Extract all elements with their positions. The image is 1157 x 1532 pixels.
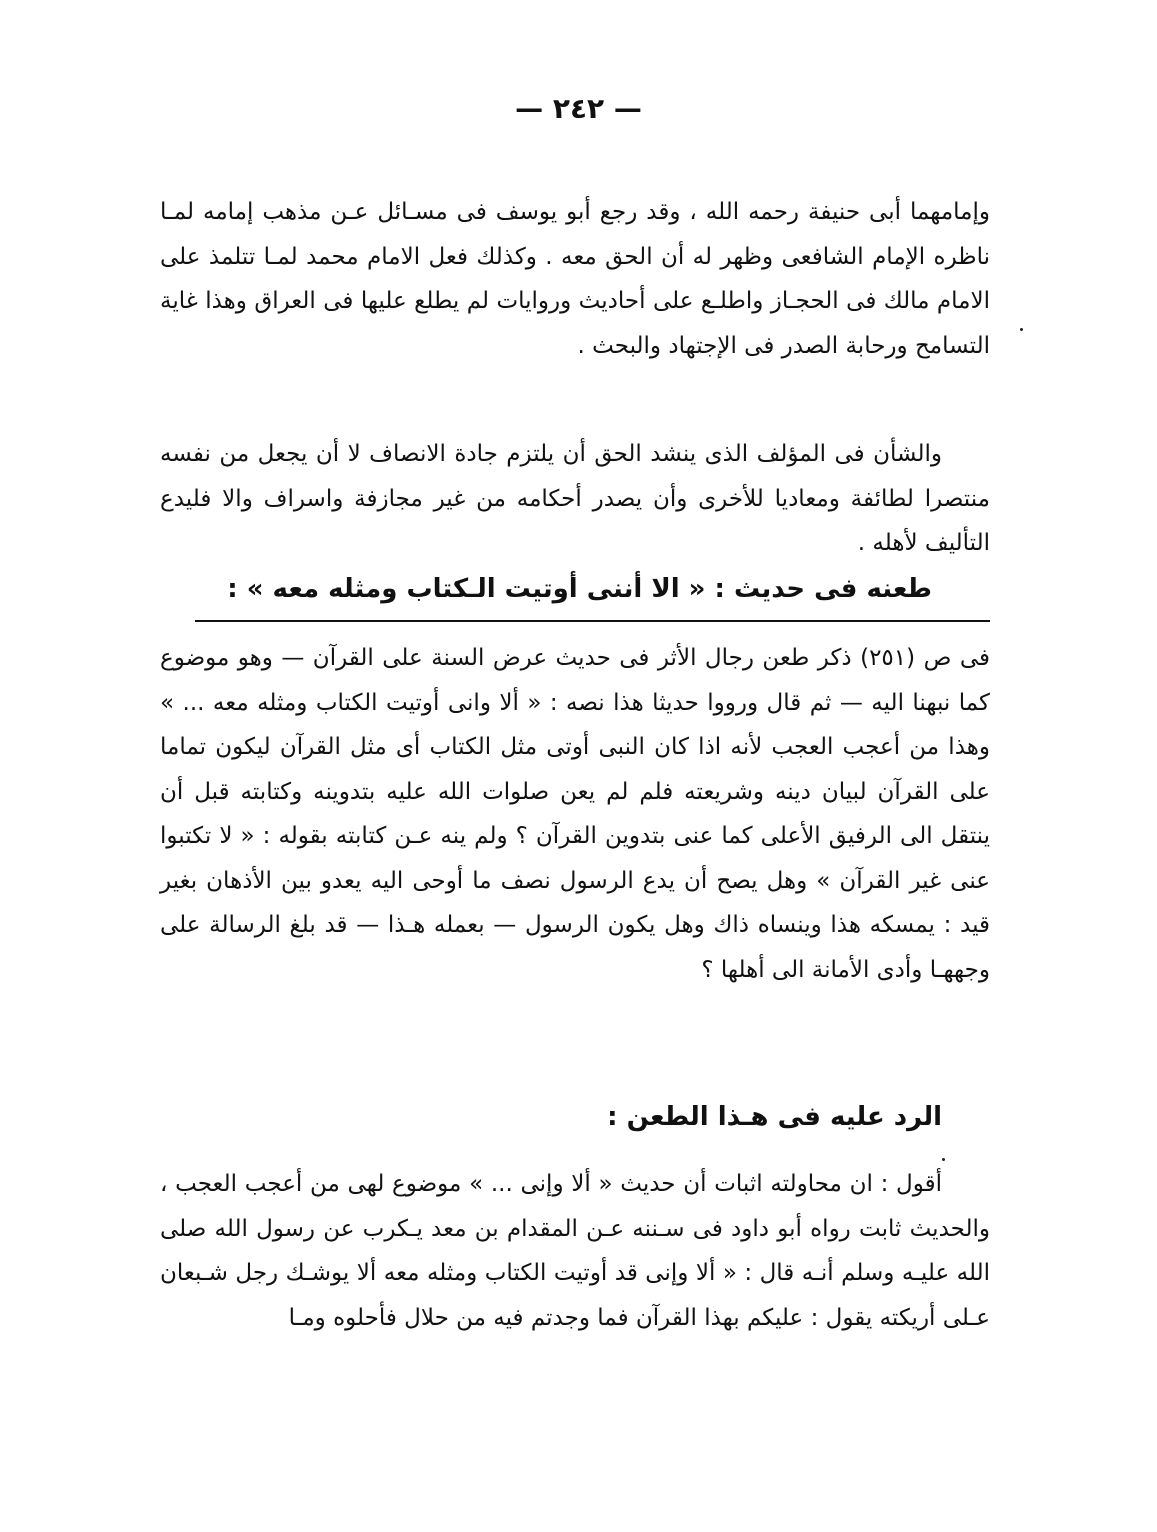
- paragraph-4-text: أقول : ان محاولته اثبات أن حديث « ألا وإنى ... » موضوع لهى من أعجب العجب ، والحديث ثابت رواه أبو داود فى سـننه عـن المقدام بن معد يـكرب عن رسول الله صلى الله عليـه وسلم أنـه قال : « ألا وإنى قد أوتيت الكتاب ومثله معه ألا يوشـك رجل شـبعان عـلى أريكته يقول : عليكم بهذا القرآن فما وجدتم فيه من حلال فأحلوه ومـا: [160, 1171, 990, 1331]
- scan-speck: [1020, 328, 1023, 331]
- scan-speck: [942, 1158, 945, 1161]
- heading-underline: [195, 620, 990, 622]
- section-heading-hadith-text: طعنه فى حديث : « الا أننى أوتيت الـكتاب ومثله معه » :: [227, 574, 932, 604]
- section-heading-reply: [607, 1102, 942, 1132]
- page-number: — ٢٤٢ —: [515, 92, 642, 125]
- paragraph-3: [160, 636, 990, 992]
- section-heading-hadith: [227, 574, 932, 604]
- section-heading-reply-text: الرد عليه فى هـذا الطعن :: [607, 1102, 942, 1132]
- paragraph-2: [160, 432, 990, 566]
- paragraph-3-text: فى ص (٢٥١) ذكر طعن رجال الأثر فى حديث عرض السنة على القرآن — وهو موضوع كما نبهنا اليه — ثم قال ورووا حديثا هذا نصه : « ألا وانى أوتيت الكتاب ومثله معه ... » وهذا من أعجب العجب لأنه اذا كان النبى أوتى مثل الكتاب أى مثل القرآن ليكون تماما على القرآن لبيان دينه وشريعته فلم لم يعن صلوات الله عليه بتدوينه وكتابته قبل أن ينتقل الى الرفيق الأعلى كما عنى بتدوين القرآن ؟ ولم ينه عـن كتابته بقوله : « لا تكتبوا عنى غير القرآن » وهل يصح أن يدع الرسول نصف ما أوحى اليه يعدو بين الأذهان بغير قيد : يمسكه هذا وينساه ذاك وهل يكون الرسول — بعمله هـذا — قد بلغ الرسالة على وجههـا وأدى الأمانة الى أهلها ؟: [160, 645, 990, 983]
- paragraph-1: [160, 190, 990, 368]
- paragraph-2-text: والشأن فى المؤلف الذى ينشد الحق أن يلتزم جادة الانصاف لا أن يجعل من نفسه منتصرا لطائفة ومعاديا للأخرى وأن يصدر أحكامه من غير مجازفة واسراف والا فليدع التأليف لأهله .: [160, 441, 990, 556]
- paragraph-4: [160, 1162, 990, 1340]
- paragraph-1-text: وإمامهما أبى حنيفة رحمه الله ، وقد رجع أبو يوسف فى مسـائل عـن مذهب إمامه لمـا ناظره الإمام الشافعى وظهر له أن الحق معه . وكذلك فعل الامام محمد لمـا تتلمذ على الامام مالك فى الحجـاز واطلـع على أحاديث وروايات لم يطلع عليها فى العراق وهذا غاية التسامح ورحابة الصدر فى الإجتهاد والبحث .: [160, 199, 990, 359]
